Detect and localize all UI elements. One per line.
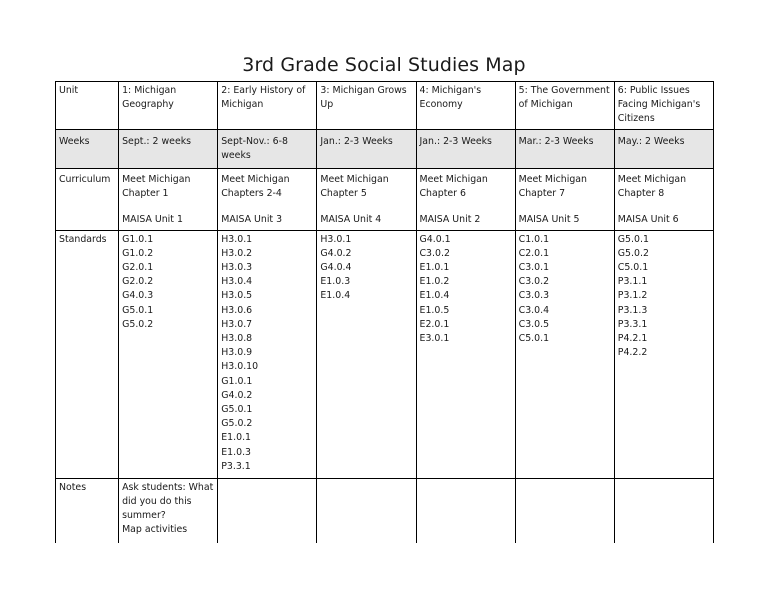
row-label-curriculum: Curriculum (56, 169, 119, 231)
cell-line: E1.0.4 (320, 290, 351, 302)
cell-line: P3.3.1 (617, 318, 648, 330)
cell-line: E1.0.5 (419, 304, 450, 316)
cell-line: G5.0.2 (221, 418, 253, 430)
chapter-text: Meet Michigan Chapter 8 (617, 174, 687, 200)
standards-cell (317, 230, 416, 478)
cell-line: G1.0.2 (122, 247, 154, 259)
cell-line: C2.0.1 (518, 247, 550, 259)
cell-line: C3.0.4 (518, 304, 550, 316)
cell-line: G1.0.1 (122, 233, 154, 245)
unit-row (56, 82, 714, 130)
curriculum-map-table (55, 81, 714, 543)
maisa-unit-text: MAISA Unit 2 (419, 214, 481, 226)
chapter-text: Meet Michigan Chapter 7 (518, 174, 587, 200)
cell-line: C3.0.1 (518, 262, 550, 274)
notes-cell (119, 478, 218, 543)
cell-line: H3.0.1 (221, 233, 253, 245)
weeks-cell: Mar.: 2-3 Weeks (515, 130, 614, 169)
row-label-weeks: Weeks (56, 130, 119, 169)
cell-line: C3.0.2 (518, 276, 550, 288)
cell-line: G2.0.1 (122, 262, 154, 274)
unit-name-cell: 5: The Government of Michigan (515, 82, 614, 130)
curriculum-cell (614, 169, 713, 231)
cell-line: E1.0.4 (419, 290, 450, 302)
cell-line: G2.0.2 (122, 276, 154, 288)
cell-line: E1.0.3 (221, 446, 252, 458)
cell-line: G4.0.2 (221, 389, 253, 401)
cell-line: H3.0.5 (221, 290, 253, 302)
standards-row (56, 230, 714, 478)
cell-line: H3.0.4 (221, 276, 253, 288)
unit-name-cell: 4: Michigan's Economy (416, 82, 515, 130)
cell-line: C3.0.2 (419, 247, 450, 259)
maisa-unit-text: MAISA Unit 4 (320, 214, 382, 226)
cell-line: E1.0.1 (419, 262, 450, 274)
cell-line: E1.0.1 (221, 432, 252, 444)
curriculum-cell (416, 169, 515, 231)
chapter-text: Meet Michigan Chapter 1 (122, 174, 191, 200)
cell-line: P3.1.2 (617, 290, 648, 302)
cell-line: C5.0.1 (617, 262, 649, 274)
weeks-cell: Sept.: 2 weeks (119, 130, 218, 169)
cell-line: H3.0.6 (221, 304, 253, 316)
cell-line: G5.0.1 (617, 233, 649, 245)
weeks-cell: Jan.: 2-3 Weeks (416, 130, 515, 169)
cell-line: G4.0.2 (320, 247, 352, 259)
standards-cell (119, 230, 218, 478)
cell-line: P3.1.3 (617, 304, 648, 316)
cell-line: E1.0.3 (320, 276, 351, 288)
notes-row (56, 478, 714, 543)
standards-cell (218, 230, 317, 478)
cell-line: H3.0.3 (221, 262, 253, 274)
chapter-text: Meet Michigan Chapter 6 (419, 174, 488, 200)
notes-cell (317, 478, 416, 543)
cell-line: G4.0.4 (320, 262, 352, 274)
curriculum-cell (515, 169, 614, 231)
cell-line: Map activities (122, 524, 188, 536)
chapter-text: Meet Michigan Chapter 5 (320, 174, 389, 200)
cell-line: H3.0.8 (221, 333, 253, 345)
cell-line: C3.0.3 (518, 290, 550, 302)
curriculum-cell (317, 169, 416, 231)
notes-cell (515, 478, 614, 543)
curriculum-cell (119, 169, 218, 231)
cell-line: H3.0.1 (320, 233, 352, 245)
maisa-unit-text: MAISA Unit 6 (617, 214, 679, 226)
notes-cell (614, 478, 713, 543)
cell-line: G5.0.1 (122, 304, 154, 316)
maisa-unit-text: MAISA Unit 5 (518, 214, 580, 226)
cell-line: G5.0.1 (221, 404, 253, 416)
cell-line: C1.0.1 (518, 233, 550, 245)
maisa-unit-text: MAISA Unit 1 (122, 214, 183, 226)
weeks-cell: May.: 2 Weeks (614, 130, 713, 169)
standards-cell (416, 230, 515, 478)
cell-line: C5.0.1 (518, 333, 550, 345)
cell-line: G5.0.2 (122, 318, 154, 330)
unit-name-cell: 2: Early History of Michigan (218, 82, 317, 130)
row-label-unit: Unit (56, 82, 119, 130)
cell-line: Ask students: What did you do this summer? (122, 481, 214, 522)
row-label-notes: Notes (56, 478, 119, 543)
cell-line: G4.0.1 (419, 233, 451, 245)
cell-line: P3.1.1 (617, 276, 648, 288)
cell-line: H3.0.10 (221, 361, 259, 373)
standards-cell (515, 230, 614, 478)
weeks-row (56, 130, 714, 169)
standards-cell (614, 230, 713, 478)
curriculum-cell (218, 169, 317, 231)
unit-name-cell: 3: Michigan Grows Up (317, 82, 416, 130)
cell-line: P4.2.2 (617, 347, 648, 359)
unit-name-cell: 6: Public Issues Facing Michigan's Citizens (614, 82, 713, 130)
cell-line: G4.0.3 (122, 290, 154, 302)
notes-cell (416, 478, 515, 543)
cell-line: P4.2.1 (617, 333, 648, 345)
cell-line: E1.0.2 (419, 276, 450, 288)
cell-line: E2.0.1 (419, 318, 450, 330)
cell-line: H3.0.9 (221, 347, 253, 359)
cell-line: P3.3.1 (221, 460, 251, 472)
cell-line: H3.0.7 (221, 318, 253, 330)
weeks-cell: Sept-Nov.: 6-8 weeks (218, 130, 317, 169)
cell-line: C3.0.5 (518, 318, 550, 330)
chapter-text: Meet Michigan Chapters 2-4 (221, 174, 290, 200)
unit-name-cell: 1: Michigan Geography (119, 82, 218, 130)
cell-line: G5.0.2 (617, 247, 649, 259)
cell-line: E3.0.1 (419, 333, 450, 345)
curriculum-row (56, 169, 714, 231)
cell-line: G1.0.1 (221, 375, 253, 387)
maisa-unit-text: MAISA Unit 3 (221, 214, 283, 226)
page-title: 3rd Grade Social Studies Map (242, 54, 526, 76)
row-label-standards: Standards (56, 230, 119, 478)
weeks-cell: Jan.: 2-3 Weeks (317, 130, 416, 169)
cell-line: H3.0.2 (221, 247, 253, 259)
notes-cell (218, 478, 317, 543)
